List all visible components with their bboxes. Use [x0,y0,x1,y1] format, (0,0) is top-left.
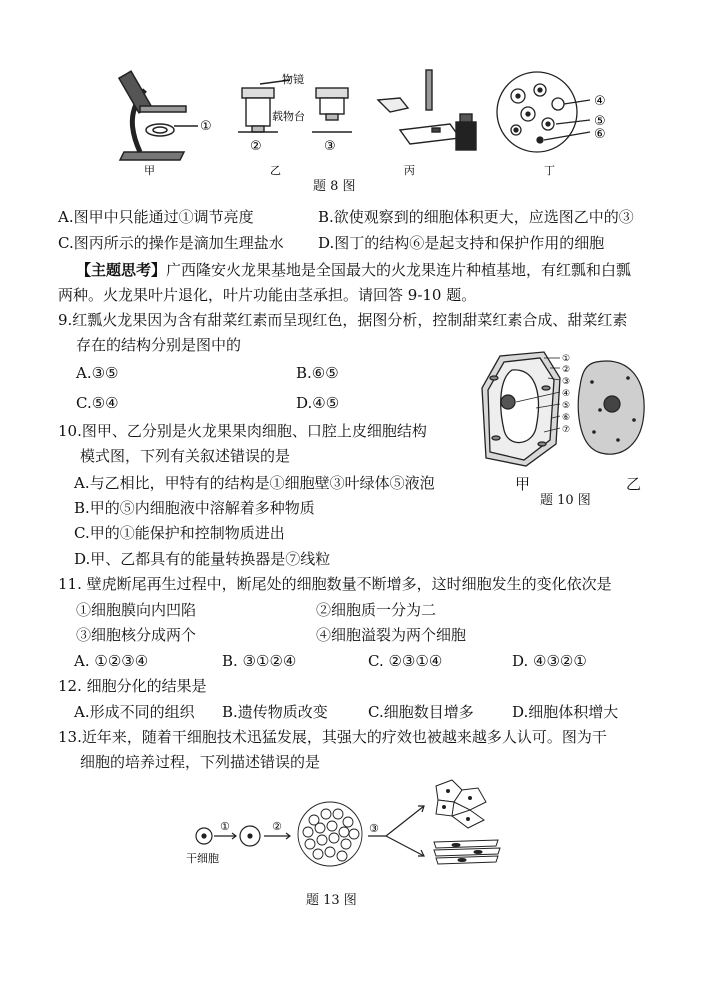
stem-cell-label: 干细胞 [186,852,219,865]
callout-2: ② [250,139,262,154]
q10-option-a[interactable]: A.与乙相比，甲特有的结构是①细胞壁③叶绿体⑤液泡 [74,474,435,492]
q8-option-c[interactable]: C.图丙所示的操作是滴加生理盐水 [58,234,284,252]
label-jia: 甲 [144,164,155,177]
q10-stem-1: 10.图甲、乙分别是火龙果果肉细胞、口腔上皮细胞结构 [58,422,427,440]
q11-option-d[interactable]: D. ④③②① [512,652,587,670]
fig10-num-3: ③ [562,377,571,387]
fig13-caption: 题 13 图 [306,893,357,908]
q11-stem: 11. 壁虎断尾再生过程中，断尾处的细胞数量不断增多，这时细胞发生的变化依次是 [58,575,612,593]
q11-item-3: ③细胞核分成两个 [76,626,197,644]
fig10-caption: 题 10 图 [540,493,591,508]
cell-cluster-drawing [298,802,362,866]
q10-option-b[interactable]: B.甲的⑤内细胞液中溶解着多种物质 [74,499,315,517]
fig8-caption: 题 8 图 [313,179,356,194]
q11-option-b[interactable]: B. ③①②④ [222,652,297,670]
fig10-label-yi: 乙 [626,475,642,493]
cell-view-drawing [497,72,590,152]
q11-option-a[interactable]: A. ①②③④ [74,652,149,670]
step-3-label: ③ [369,822,379,835]
q12-option-a[interactable]: A.形成不同的组织 [74,703,195,721]
step-1-label: ① [220,820,230,833]
callout-6: ⑥ [594,127,606,142]
q9-stem-1: 9.红瓢火龙果因为含有甜菜红素而呈现红色，据图分析，控制甜菜红素合成、甜菜红素 [58,311,628,329]
q11-item-4: ④细胞溢裂为两个细胞 [316,626,467,644]
label-yi: 乙 [270,164,281,177]
fig10-num-1: ① [562,354,571,364]
q9-option-d[interactable]: D.④⑤ [296,394,340,412]
q10-option-d[interactable]: D.甲、乙都具有的能量转换器是⑦线粒 [74,550,331,568]
fig10-num-2: ② [562,365,571,375]
q9-option-a[interactable]: A.③⑤ [76,364,119,382]
q12-option-c[interactable]: C.细胞数目增多 [368,703,474,721]
q9-stem-2: 存在的结构分别是图中的 [76,336,242,354]
label-ding: 丁 [544,164,555,177]
dropper-drawing [378,70,476,150]
theme-tag: 【主题思考】 [76,261,167,279]
objective-label: 物镜 [282,73,304,86]
fig10-label-jia: 甲 [515,475,531,493]
fig10-num-6: ⑥ [562,413,571,423]
step-2-label: ② [272,820,282,833]
theme-line-2: 两种。火龙果叶片退化，叶片功能由茎承担。请回答 9-10 题。 [58,286,477,304]
q8-option-a[interactable]: A.图甲中只能通过①调节亮度 [58,208,254,226]
q9-option-b[interactable]: B.⑥⑤ [296,364,339,382]
q13-stem-2: 细胞的培养过程，下列描述错误的是 [80,753,321,771]
plant-cell-drawing [482,352,560,466]
q11-item-1: ①细胞膜向内凹陷 [76,601,197,619]
figure-10 [478,348,658,472]
callout-1: ① [200,119,212,134]
q8-option-d[interactable]: D.图丁的结构⑥是起支持和保护作用的细胞 [318,234,605,252]
q10-option-c[interactable]: C.甲的①能保护和控制物质进出 [74,524,285,542]
tissue-cells-top [436,780,486,828]
q8-option-b[interactable]: B.欲使观察到的细胞体积更大，应选图乙中的③ [318,208,634,226]
microscope-drawing [119,71,198,160]
animal-cell-drawing [578,361,644,454]
fig10-num-4: ④ [562,389,571,399]
stage-label: 载物台 [272,110,305,123]
q12-option-b[interactable]: B.遗传物质改变 [222,703,328,721]
label-bing: 丙 [404,164,415,177]
objective-lens-drawing [238,80,352,132]
q11-option-c[interactable]: C. ②③①④ [368,652,443,670]
q12-option-d[interactable]: D.细胞体积增大 [512,703,619,721]
fig10-num-7: ⑦ [562,425,571,435]
q9-option-c[interactable]: C.⑤④ [76,394,119,412]
callout-3: ③ [324,139,336,154]
figure-8 [100,60,620,178]
callout-4: ④ [594,94,606,109]
q10-stem-2: 模式图，下列有关叙述错误的是 [80,447,291,465]
tissue-cells-bottom [434,840,500,864]
q12-stem: 12. 细胞分化的结果是 [58,677,207,695]
theme-text-1: 广西隆安火龙果基地是全国最大的火龙果连片种植基地，有红瓢和白瓢 [166,261,632,279]
q13-stem-1: 13.近年来，随着干细胞技术迅猛发展，其强大的疗效也被越来越多人认可。图为干 [58,728,607,746]
theme-line-1 [76,260,631,280]
fig10-num-5: ⑤ [562,401,571,411]
q11-item-2: ②细胞质一分为二 [316,601,437,619]
figure-13 [186,776,506,870]
callout-5: ⑤ [594,114,606,129]
